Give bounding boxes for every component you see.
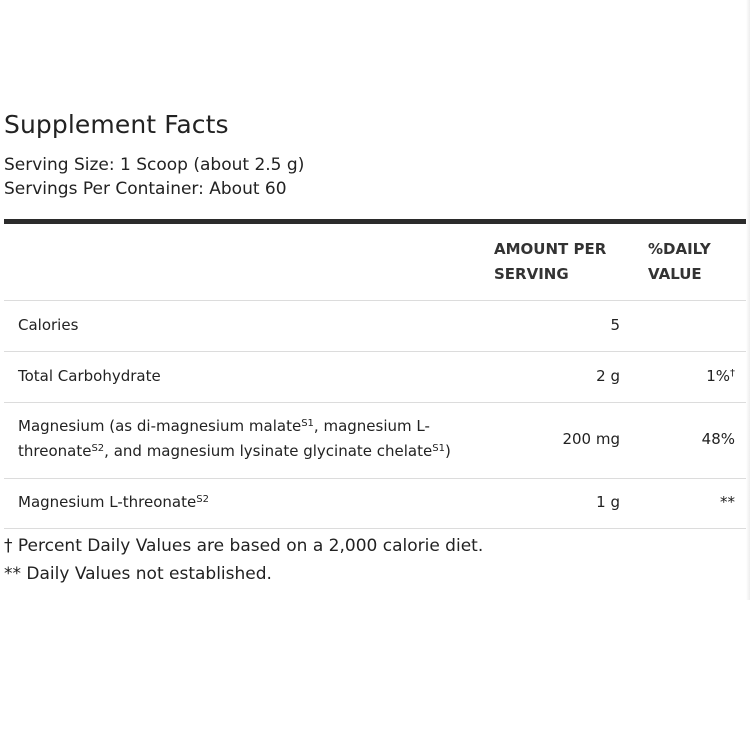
nutrient-amount-calories: 5 (610, 316, 620, 334)
source-mark: S1 (432, 443, 445, 454)
row-divider (4, 528, 746, 529)
footnote-daily-values: † Percent Daily Values are based on a 2,000 calorie diet. (4, 536, 484, 556)
nutrient-amount-magnesium-l-threonate: 1 g (596, 493, 620, 511)
serving-info (4, 153, 304, 201)
nutrient-name-magnesium-l-threonate: Magnesium L-threonate$^{S2}$ (18, 493, 209, 511)
row-divider (4, 478, 746, 479)
row-divider (4, 402, 746, 403)
nutrient-name-magnesium: Magnesium (as di-magnesium malate$^{S1}$, magnesium L- threonate$^{S2}$, and magnesium lysinate glycinate chelate$^{S1}$) (18, 417, 451, 460)
dagger-footnote-mark: † (730, 368, 735, 379)
nutrient-dv-total-carbohydrate: 1%† (706, 367, 735, 385)
amount-per-serving-header: AMOUNT PER SERVING (494, 240, 607, 283)
nutrient-amount-total-carbohydrate: 2 g (596, 367, 620, 385)
daily-value-header: %DAILY VALUE (648, 240, 711, 283)
nutrient-name-calories: Calories (18, 316, 79, 334)
source-mark: S2 (196, 494, 209, 505)
nutrient-dv-magnesium-l-threonate: ** (720, 493, 735, 511)
row-divider (4, 351, 746, 352)
source-mark: S2 (91, 443, 105, 454)
edge-shadow (746, 0, 750, 600)
nutrient-name-total-carbohydrate: Total Carbohydrate (18, 367, 161, 385)
serving-size: Serving Size: 1 Scoop (about 2.5 g) (4, 155, 305, 175)
source-mark: S1 (301, 418, 314, 429)
nutrient-dv-magnesium: 48% (701, 430, 735, 448)
row-divider (4, 300, 746, 301)
heavy-divider (4, 219, 746, 224)
footnotes (4, 532, 483, 588)
servings-per-container: Servings Per Container: About 60 (4, 179, 287, 199)
panel-title: Supplement Facts (4, 110, 229, 139)
footnote-not-established: ** Daily Values not established. (4, 564, 272, 584)
nutrient-amount-magnesium: 200 mg (562, 430, 620, 448)
